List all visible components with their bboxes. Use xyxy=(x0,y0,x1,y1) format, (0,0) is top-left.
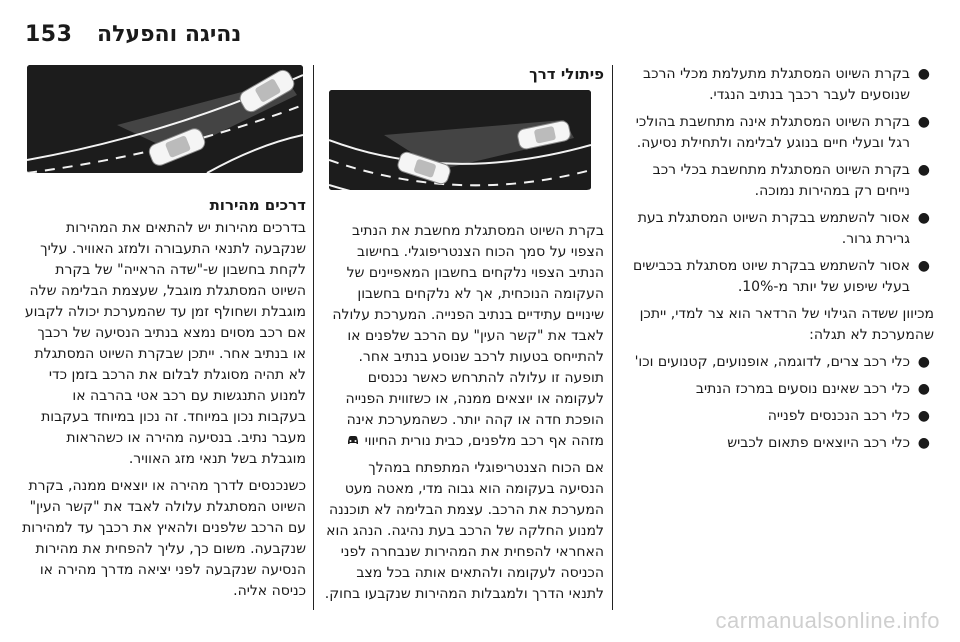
paragraph-text: בקרת השיוט המסתגלת מחשבת את הנתיב הצפוי על סמך הכוח הצנטריפוגלי. בחישוב הנתיב הצפוי נלקחים בחשבון המאפיינים של העקומה הנוכחית, אך לא נלקחים בחשבון שינויים עתידיים בנתיב הפנייה. המערכת עלולה לאבד את "קשר העין" עם הרכב שלפנים או להתייחס בטעות לרכב שנוסע בנתיב אחר. תופעה זו עלולה להתרחש כאשר נכנסים לעקומה או יוצאים ממנה, או כשזווית הפנייה הופכת חדה או קהה יותר. כשהמערכת אינה מזהה אף רכב מלפנים, כבית נורית החיווי xyxy=(332,223,604,449)
list-item xyxy=(622,208,934,250)
column-divider-left xyxy=(313,65,314,610)
list-item xyxy=(622,379,934,400)
vehicle-indicator-icon xyxy=(346,433,360,447)
body-paragraph: אם הכוח הצנטריפוגלי המתפתח במהלך הנסיעה בעקומה הוא גבוה מדי, מאטה מעט המערכת את הרכב. עצמת הבלימה לא תוכננה למנוע החלקה של הרכב בעת נהיגה. הנהג הוא האחראי להפחית את המהירות שנבחרה לפני הכניסה לעקומה ולהתאים אותה בכל מצב לתנאי הדרך ולמגבלות המהירות שנקבעו בחוק. xyxy=(324,460,604,602)
highway-illustration xyxy=(27,65,303,173)
list-item xyxy=(622,64,934,106)
body-paragraph: בדרכים מהירות יש להתאים את המהירות שנקבעה לתנאי התעבורה ולמזג האוויר. עליך לקחת בחשבון ש-"שדה הראייה" של בקרת השיוט המסתגלת מוגבל, שעצמת הבלימה שלה מוגבלת ושחולף זמן עד שהמערכת יכולה לקבוע אם רכב מסוים נמצא בנתיב הנסיעה של רכבך או בנתיב אחר. ייתכן שבקרת השיוט המסתגלת לא תהיה מסוגלת לבלום את הרכב בזמן כדי למנוע התנגשות עם רכב אטי בהרבה או בעקבות נכון במיוחד. זה נכון במיוחד בעקבות מעבר נתיב. בנסיעה מהירה או כשהראות מוגבלת בשל תנאי מזג האוויר. xyxy=(24,220,306,467)
list-item-text: כלי רכב שאינם נוסעים במרכז הנתיב xyxy=(695,381,910,397)
body-paragraph xyxy=(322,221,604,452)
bullet-icon: ● xyxy=(917,66,930,82)
undetected-list xyxy=(622,352,934,454)
bullet-icon: ● xyxy=(917,210,930,226)
bullet-icon: ● xyxy=(917,408,930,424)
list-item-text: בקרת השיוט המסתגלת אינה מתחשבת בהולכי רגל ובעלי חיים בנוגע לבלימה ולתחילת נסיעה. xyxy=(635,114,910,151)
bullet-icon: ● xyxy=(917,258,930,274)
section-heading-highways: דרכים מהירות xyxy=(209,196,306,214)
page-header xyxy=(25,22,935,52)
highway-illustration-svg xyxy=(27,65,303,173)
right-column xyxy=(622,64,934,460)
bullet-icon: ● xyxy=(917,162,930,178)
list-item-text: בקרת השיוט המסתגלת מתחשבת בכלי רכב נייחים רק במהירות נמוכה. xyxy=(652,162,910,199)
bullet-icon: ● xyxy=(917,435,930,451)
list-item xyxy=(622,112,934,154)
page-number: 153 xyxy=(25,22,73,47)
list-item xyxy=(622,256,934,298)
list-item-text: אסור להשתמש בבקרת שיוט מסתגלת בכבישים בעלי שיפוע של יותר מ-10%. xyxy=(632,258,910,295)
figure-spacer xyxy=(322,87,604,221)
list-item-text: כלי רכב הנכנסים לפנייה xyxy=(767,408,910,424)
bullet-icon: ● xyxy=(917,381,930,397)
section-heading-curves: פיתולי דרך xyxy=(529,65,604,83)
list-item xyxy=(622,406,934,427)
bullet-icon: ● xyxy=(917,354,930,370)
list-item-text: אסור להשתמש בבקרת השיוט המסתגלת בעת גרירת גרור. xyxy=(637,210,910,247)
list-item-text: כלי רכב היוצאים פתאום לכביש xyxy=(727,435,910,451)
list-item xyxy=(622,352,934,373)
list-item xyxy=(622,433,934,454)
middle-column xyxy=(322,64,604,611)
radar-paragraph: מכיוון ששדה הגילוי של הרדאר הוא צר למדי, ייתכן שהמערכת לא תגלה: xyxy=(639,306,934,343)
column-divider-right xyxy=(612,65,613,610)
limitations-list xyxy=(622,64,934,298)
list-item-text: בקרת השיוט המסתגלת מתעלמת מכלי הרכב שנוסעים לעבר רכבך בנתיב הנגדי. xyxy=(642,66,910,103)
chapter-title: נהיגה והפעלה xyxy=(97,22,242,47)
list-item xyxy=(622,160,934,202)
left-column xyxy=(22,195,306,608)
body-paragraph: כשנכנסים לדרך מהירה או יוצאים ממנה, בקרת השיוט המסתגלת עלולה לאבד את "קשר העין" עם הרכב שלפנים ולהאיץ את רכבך עד למהירות שנקבעה. משום כך, עליך להפחית את מהירות הנסיעה שנקבעה לפני יציאה מדרך מהירה או כניסה אליה. xyxy=(22,478,306,599)
watermark: carmanualsonline.info xyxy=(715,608,940,633)
bullet-icon: ● xyxy=(917,114,930,130)
list-item-text: כלי רכב צרים, לדוגמה, אופנועים, קטנועים וכו' xyxy=(634,354,910,370)
